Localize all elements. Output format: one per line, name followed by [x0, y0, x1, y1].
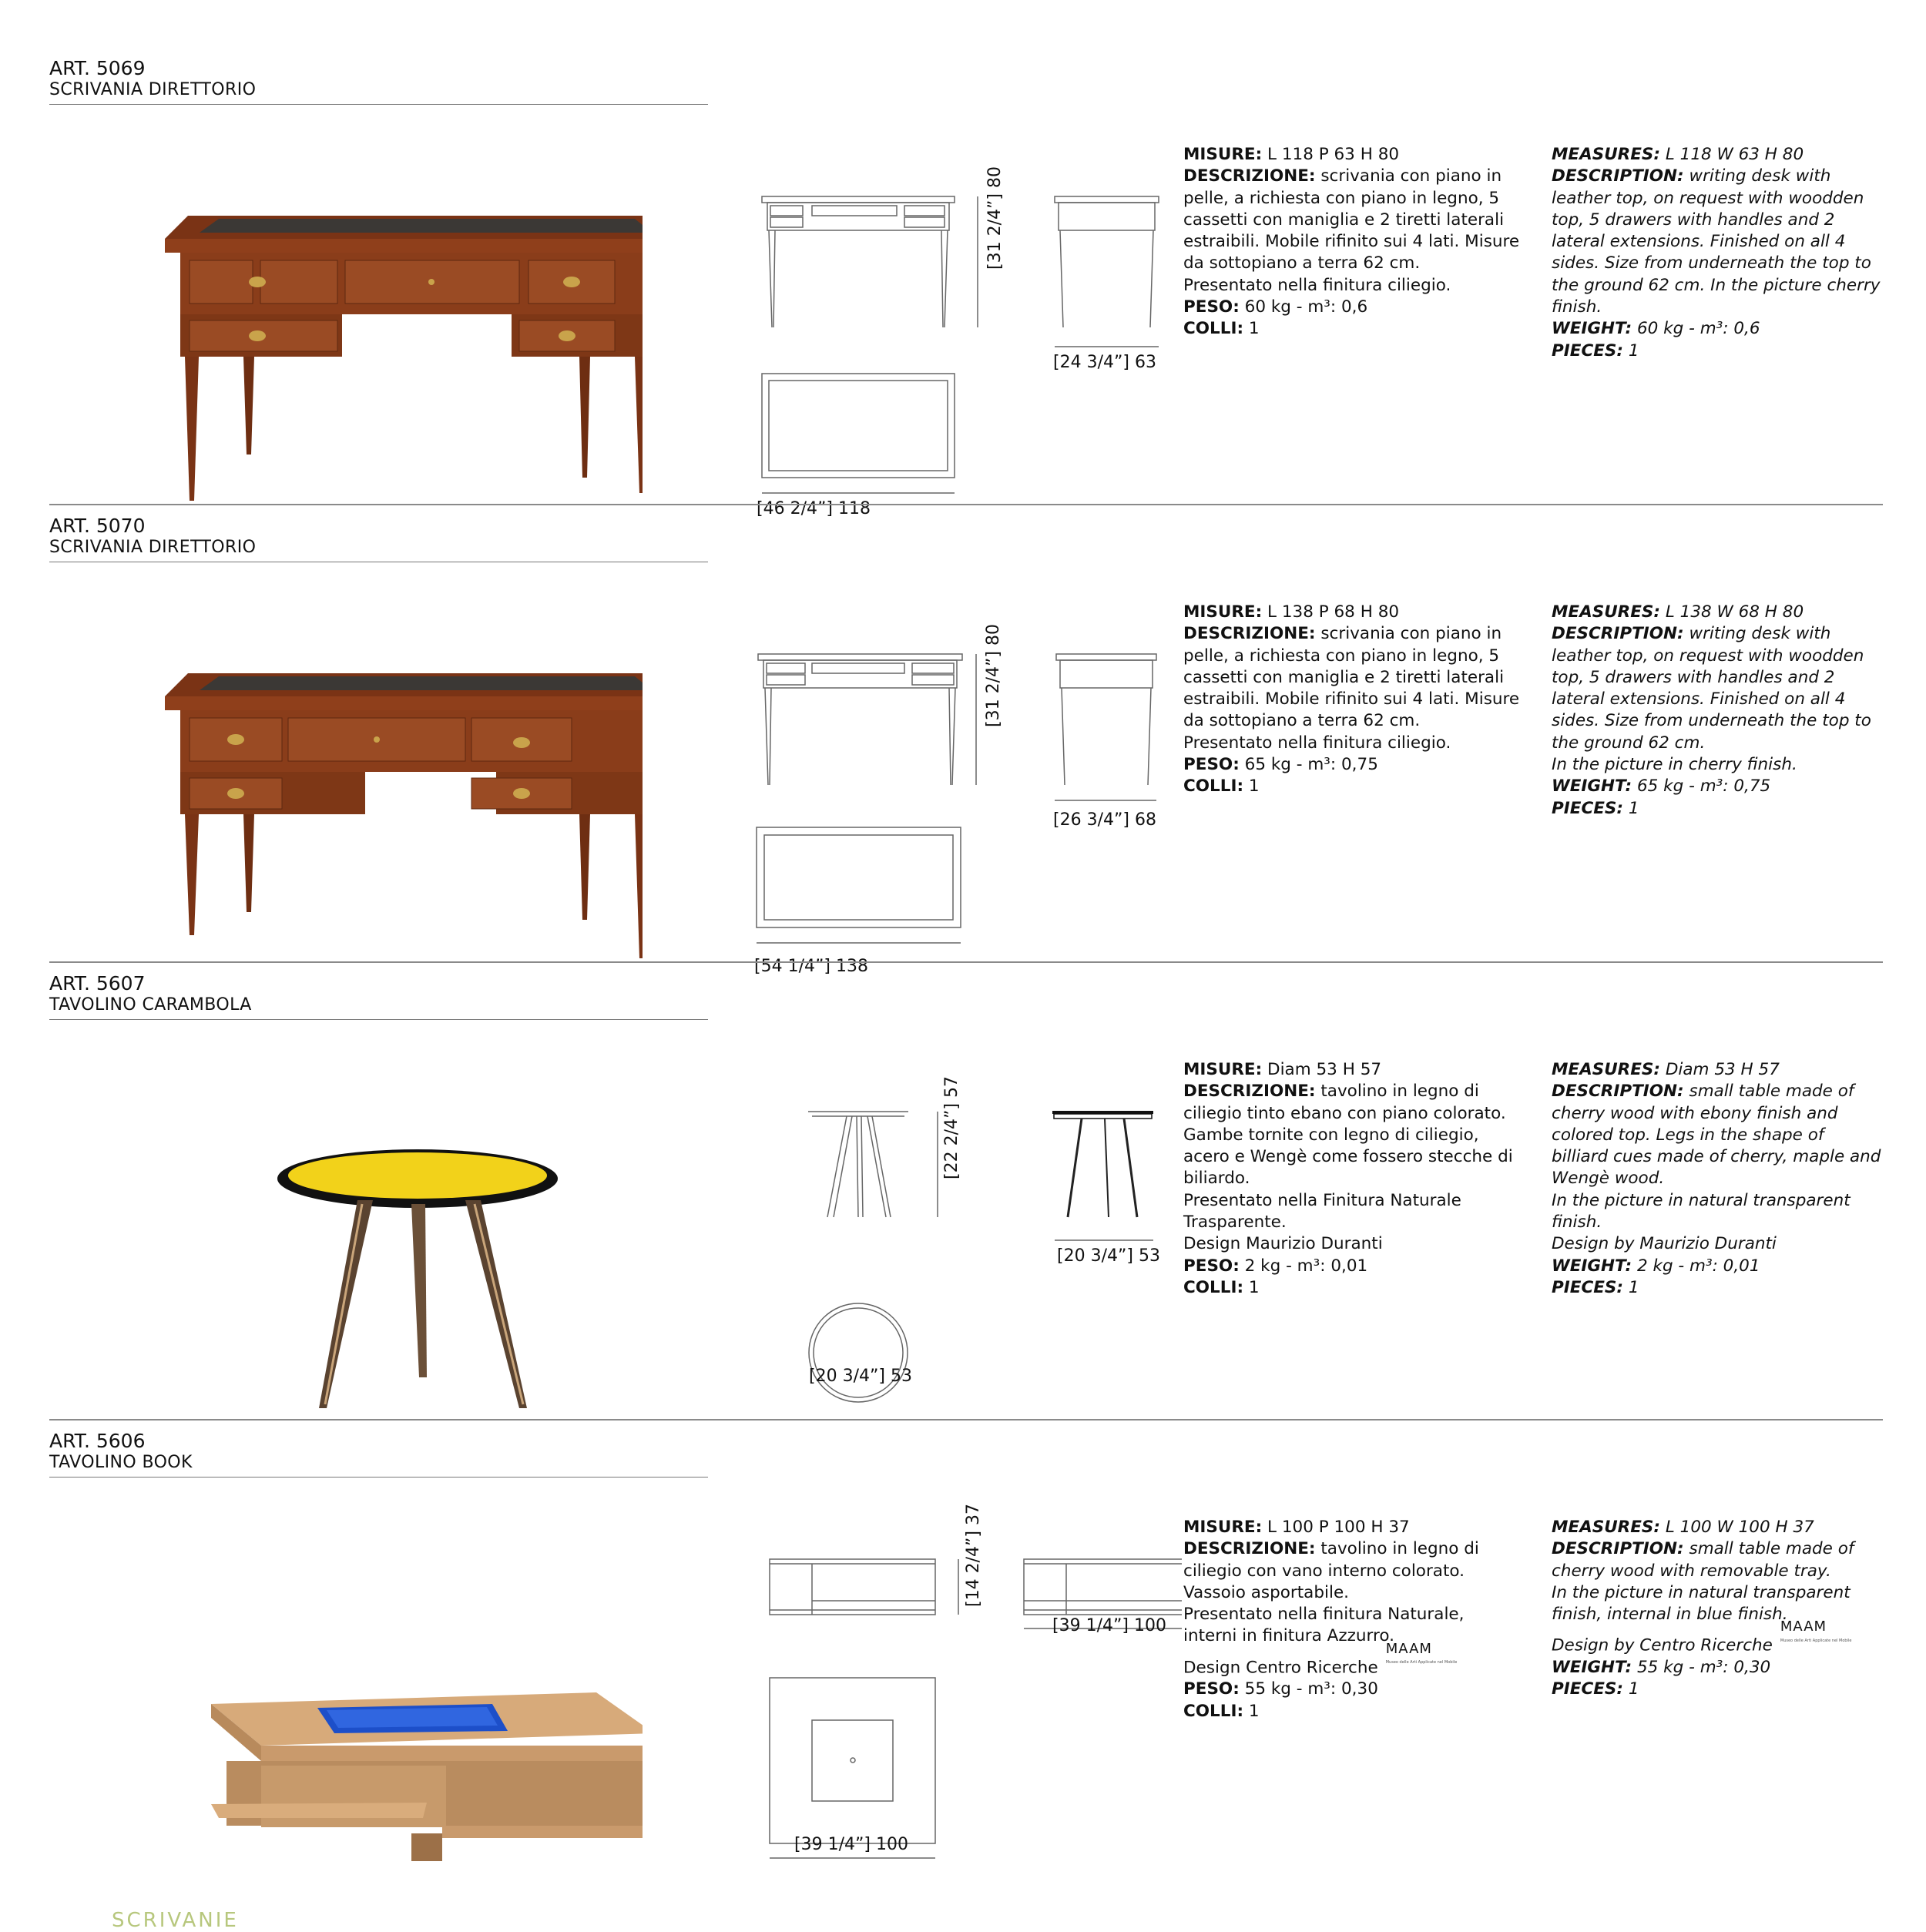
maam-logo: MAAM Museo delle Arti Applicate nel Mobile	[1385, 1640, 1458, 1665]
title-underline	[49, 104, 708, 105]
depth-dimension: [24 3/4”] 63	[1053, 353, 1156, 372]
product-name: TAVOLINO BOOK	[49, 1453, 193, 1472]
description-english: MEASURES: Diam 53 H 57 DESCRIPTION: small table made of cherry wood with ebony finish and colored top. Legs in the shape of billiard cues made of cherry, maple and Wengè wood. In the picture in natural transparent finish. Design by Maurizio Duranti WEIGHT: 2 kg - m³: 0,01 PIECES: 1	[1552, 1060, 1881, 1297]
product-name: SCRIVANIA DIRETTORIO	[49, 538, 257, 557]
description-italian: MISURE: L 118 P 63 H 80 DESCRIZIONE: scrivania con piano in pelle, a richiesta con piano in legno, 5 cassetti con maniglia e 2 tiretti laterali estraibili. Mobile rifinito sui 4 lati. Misure da sottopiano a terra 62 cm. Presentato nella finitura ciliegio. PESO: 60 kg - m³: 0,6 COLLI: 1	[1183, 145, 1520, 339]
technical-drawings	[704, 1496, 1182, 1873]
product-section-5070	[49, 504, 1883, 976]
depth-dimension: [26 3/4”] 68	[1053, 810, 1156, 830]
product-section-5607	[49, 961, 1883, 1419]
width-dimension: [46 2/4”] 118	[757, 499, 871, 518]
article-number: ART. 5606	[49, 1430, 146, 1452]
product-section-5606	[49, 1419, 1883, 1877]
height-dimension: [14 2/4”] 37	[964, 1504, 983, 1607]
table-photo	[103, 1054, 643, 1416]
width-dimension: [39 1/4”] 100	[794, 1835, 908, 1854]
depth-dimension: [20 3/4”] 53	[1057, 1246, 1160, 1266]
article-number: ART. 5607	[49, 972, 146, 995]
description-english: MEASURES: L 118 W 63 H 80 DESCRIPTION: writing desk with leather top, on request with woodden top, 5 drawers with handles and 2 lateral extensions. Finished on all 4 sides. Size from underneath the top to the ground 62 cm. In the picture cherry finish. WEIGHT: 60 kg - m³: 0,6 PIECES: 1	[1552, 145, 1881, 361]
title-underline	[49, 1019, 708, 1020]
description-english: MEASURES: L 138 W 68 H 80 DESCRIPTION: writing desk with leather top, on request with woodden top, 5 drawers with handles and 2 lateral extensions. Finished on all 4 sides. Size from underneath the top to the ground 62 cm. In the picture in cherry finish. WEIGHT: 65 kg - m³: 0,75 PIECES: 1	[1552, 602, 1871, 818]
width-dimension: [54 1/4”] 138	[754, 957, 868, 976]
description-italian: MISURE: Diam 53 H 57 DESCRIZIONE: tavolino in legno di ciliegio tinto ebano con piano colorato. Gambe tornite con legno di ciliegio, acero e Wengè come fossero stecche di biliardo. Presentato nella Finitura Naturale Trasparente. Design Maurizio Duranti PESO: 2 kg - m³: 0,01 COLLI: 1	[1183, 1060, 1513, 1297]
height-dimension: [31 2/4”] 80	[984, 624, 1003, 727]
description-english: MEASURES: L 100 W 100 H 37 DESCRIPTION: small table made of cherry wood with removable tray. In the picture in natural transparent finish, internal in blue finish. Design by Centro RicercheMAAM Museo delle Arti Applicate nel Mobile WEIGHT: 55 kg - m³: 0,30 PIECES: 1	[1552, 1518, 1854, 1699]
title-underline	[49, 1477, 708, 1478]
technical-drawings	[704, 123, 1182, 501]
description-italian: MISURE: L 100 P 100 H 37 DESCRIZIONE: tavolino in legno di ciliegio con vano interno colorato. Vassoio asportabile. Presentato nella finitura Naturale, interni in finitura Azzurro. Design Centro RicercheMAAM Museo delle Arti Applicate nel Mobile PESO: 55 kg - m³: 0,30 COLLI: 1	[1183, 1518, 1479, 1721]
product-name: TAVOLINO CARAMBOLA	[49, 995, 252, 1015]
depth-dimension: [39 1/4”] 100	[1052, 1616, 1166, 1635]
product-section-5069	[49, 46, 1883, 518]
page-footer-category: SCRIVANIE	[112, 1909, 239, 1932]
desk-photo	[103, 139, 643, 501]
article-number: ART. 5069	[49, 57, 146, 79]
coffee-table-photo	[103, 1511, 643, 1873]
desk-photo	[103, 596, 643, 958]
description-italian: MISURE: L 138 P 68 H 80 DESCRIZIONE: scrivania con piano in pelle, a richiesta con piano in legno, 5 cassetti con maniglia e 2 tiretti laterali estraibili. Mobile rifinito sui 4 lati. Misure da sottopiano a terra 62 cm. Presentato nella finitura ciliegio. PESO: 65 kg - m³: 0,75 COLLI: 1	[1183, 602, 1520, 797]
height-dimension: [31 2/4”] 80	[985, 166, 1005, 270]
maam-logo: MAAM Museo delle Arti Applicate nel Mobile	[1780, 1618, 1852, 1643]
article-number: ART. 5070	[49, 515, 146, 537]
product-name: SCRIVANIA DIRETTORIO	[49, 80, 257, 99]
width-dimension: [20 3/4”] 53	[809, 1367, 912, 1386]
height-dimension: [22 2/4”] 57	[942, 1076, 961, 1179]
technical-drawings	[704, 581, 1182, 958]
